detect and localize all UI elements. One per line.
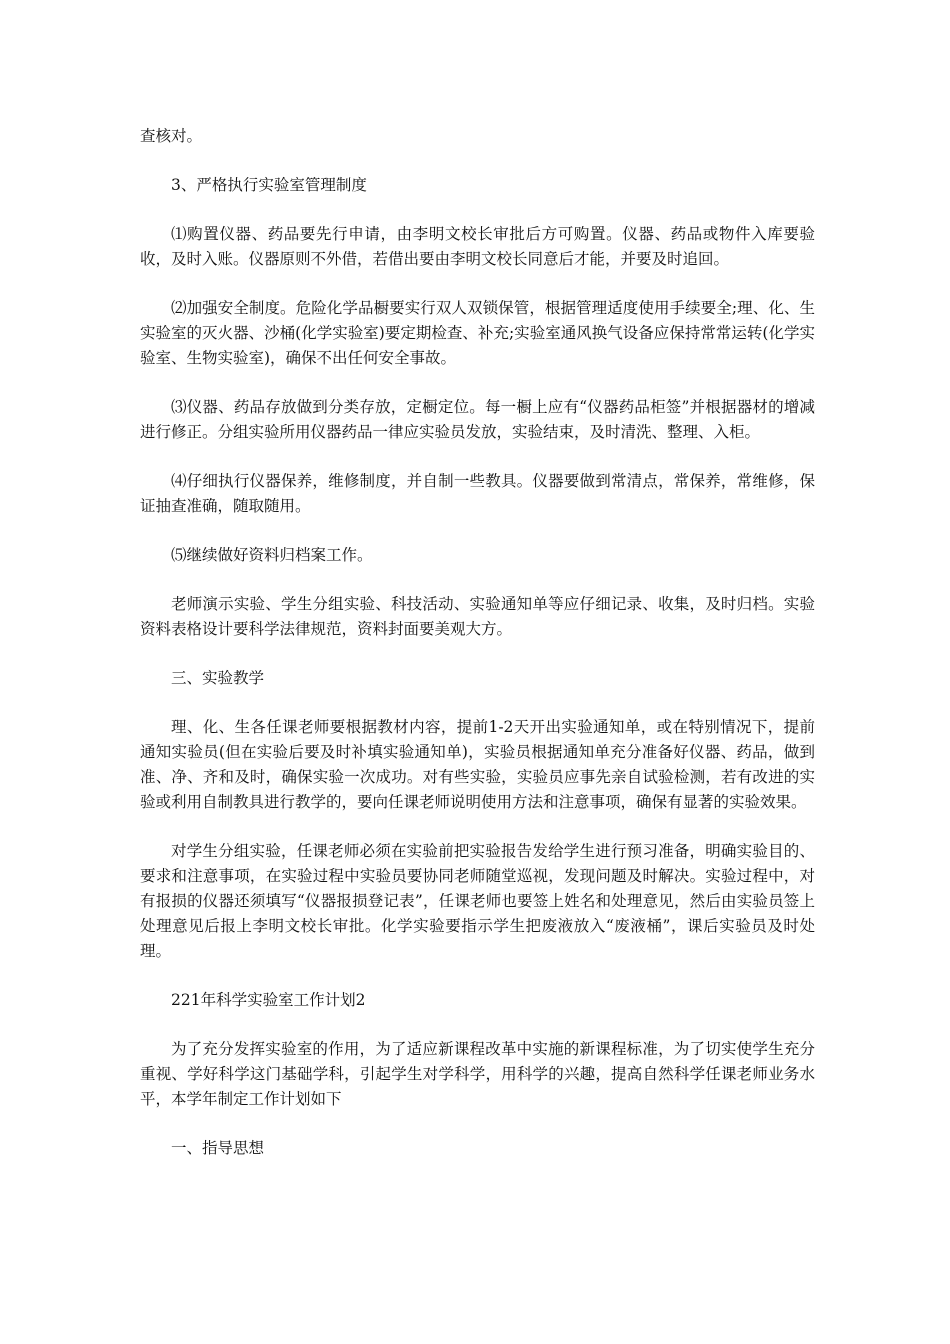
paragraph-record-keeping: 老师演示实验、学生分组实验、科技活动、实验通知单等应仔细记录、收集，及时归档。实验资料表格设计要科学法律规范，资料封面要美观大方。	[140, 595, 815, 638]
paragraph-storage-rules: ⑶仪器、药品存放做到分类存放，定橱定位。每一橱上应有“仪器药品柜签”并根据器材的增减进行修正。分组实验所用仪器药品一律应实验员发放，实验结束，及时清洗、整理、入柜。	[140, 398, 815, 441]
document-body	[140, 124, 815, 1185]
paragraph-teacher-notice: 理、化、生各任课老师要根据教材内容，提前1-2天开出实验通知单，或在特别情况下，提前通知实验员(但在实验后要及时补填实验通知单)，实验员根据通知单充分准备好仪器、药品，做到准、净、齐和及时，确保实验一次成功。对有些实验，实验员应事先亲自试验检测，若有改进的实验或利用自制教具进行教学的，要向任课老师说明使用方法和注意事项，确保有显著的实验效果。	[140, 718, 815, 811]
paragraph-archive-rules: ⑸继续做好资料归档案工作。	[171, 546, 373, 564]
paragraph-plan-intro: 为了充分发挥实验室的作用，为了适应新课程改革中实施的新课程标准，为了切实使学生充分重视、学好科学这门基础学科，引起学生对学科学，用科学的兴趣，提高自然科学任课老师业务水平，本学年制定工作计划如下	[140, 1040, 815, 1108]
plan-title-2: 221年科学实验室工作计划2	[171, 991, 366, 1009]
paragraph-maintenance-rules: ⑷仔细执行仪器保养，维修制度，并自制一些教具。仪器要做到常清点，常保养，常维修，保证抽查准确，随取随用。	[140, 472, 815, 515]
paragraph-safety-rules: ⑵加强安全制度。危险化学品橱要实行双人双锁保管，根据管理适度使用手续要全;理、化、生实验室的灭火器、沙桶(化学实验室)要定期检查、补充;实验室通风换气设备应保持常常运转(化学实验室、生物实验室)，确保不出任何安全事故。	[140, 299, 815, 367]
section-heading-experiment-teaching: 三、实验教学	[171, 669, 265, 687]
paragraph-continuation: 查核对。	[140, 127, 203, 145]
paragraph-purchase-rules: ⑴购置仪器、药品要先行申请，由李明文校长审批后方可购置。仪器、药品或物件入库要验收，及时入账。仪器原则不外借，若借出要由李明文校长同意后才能，并要及时追回。	[140, 225, 815, 268]
section-heading-guiding-thought: 一、指导思想	[171, 1139, 265, 1157]
paragraph-group-experiment: 对学生分组实验，任课老师必须在实验前把实验报告发给学生进行预习准备，明确实验目的、要求和注意事项，在实验过程中实验员要协同老师随堂巡视，发现问题及时解决。实验过程中，对有报损的仪器还须填写“仪器报损登记表”，任课老师也要签上姓名和处理意见，然后由实验员签上处理意见后报上李明文校长审批。化学实验要指示学生把废液放入“废液桶”，课后实验员及时处理。	[140, 842, 815, 960]
section-heading-lab-management: 3、严格执行实验室管理制度	[171, 176, 367, 194]
